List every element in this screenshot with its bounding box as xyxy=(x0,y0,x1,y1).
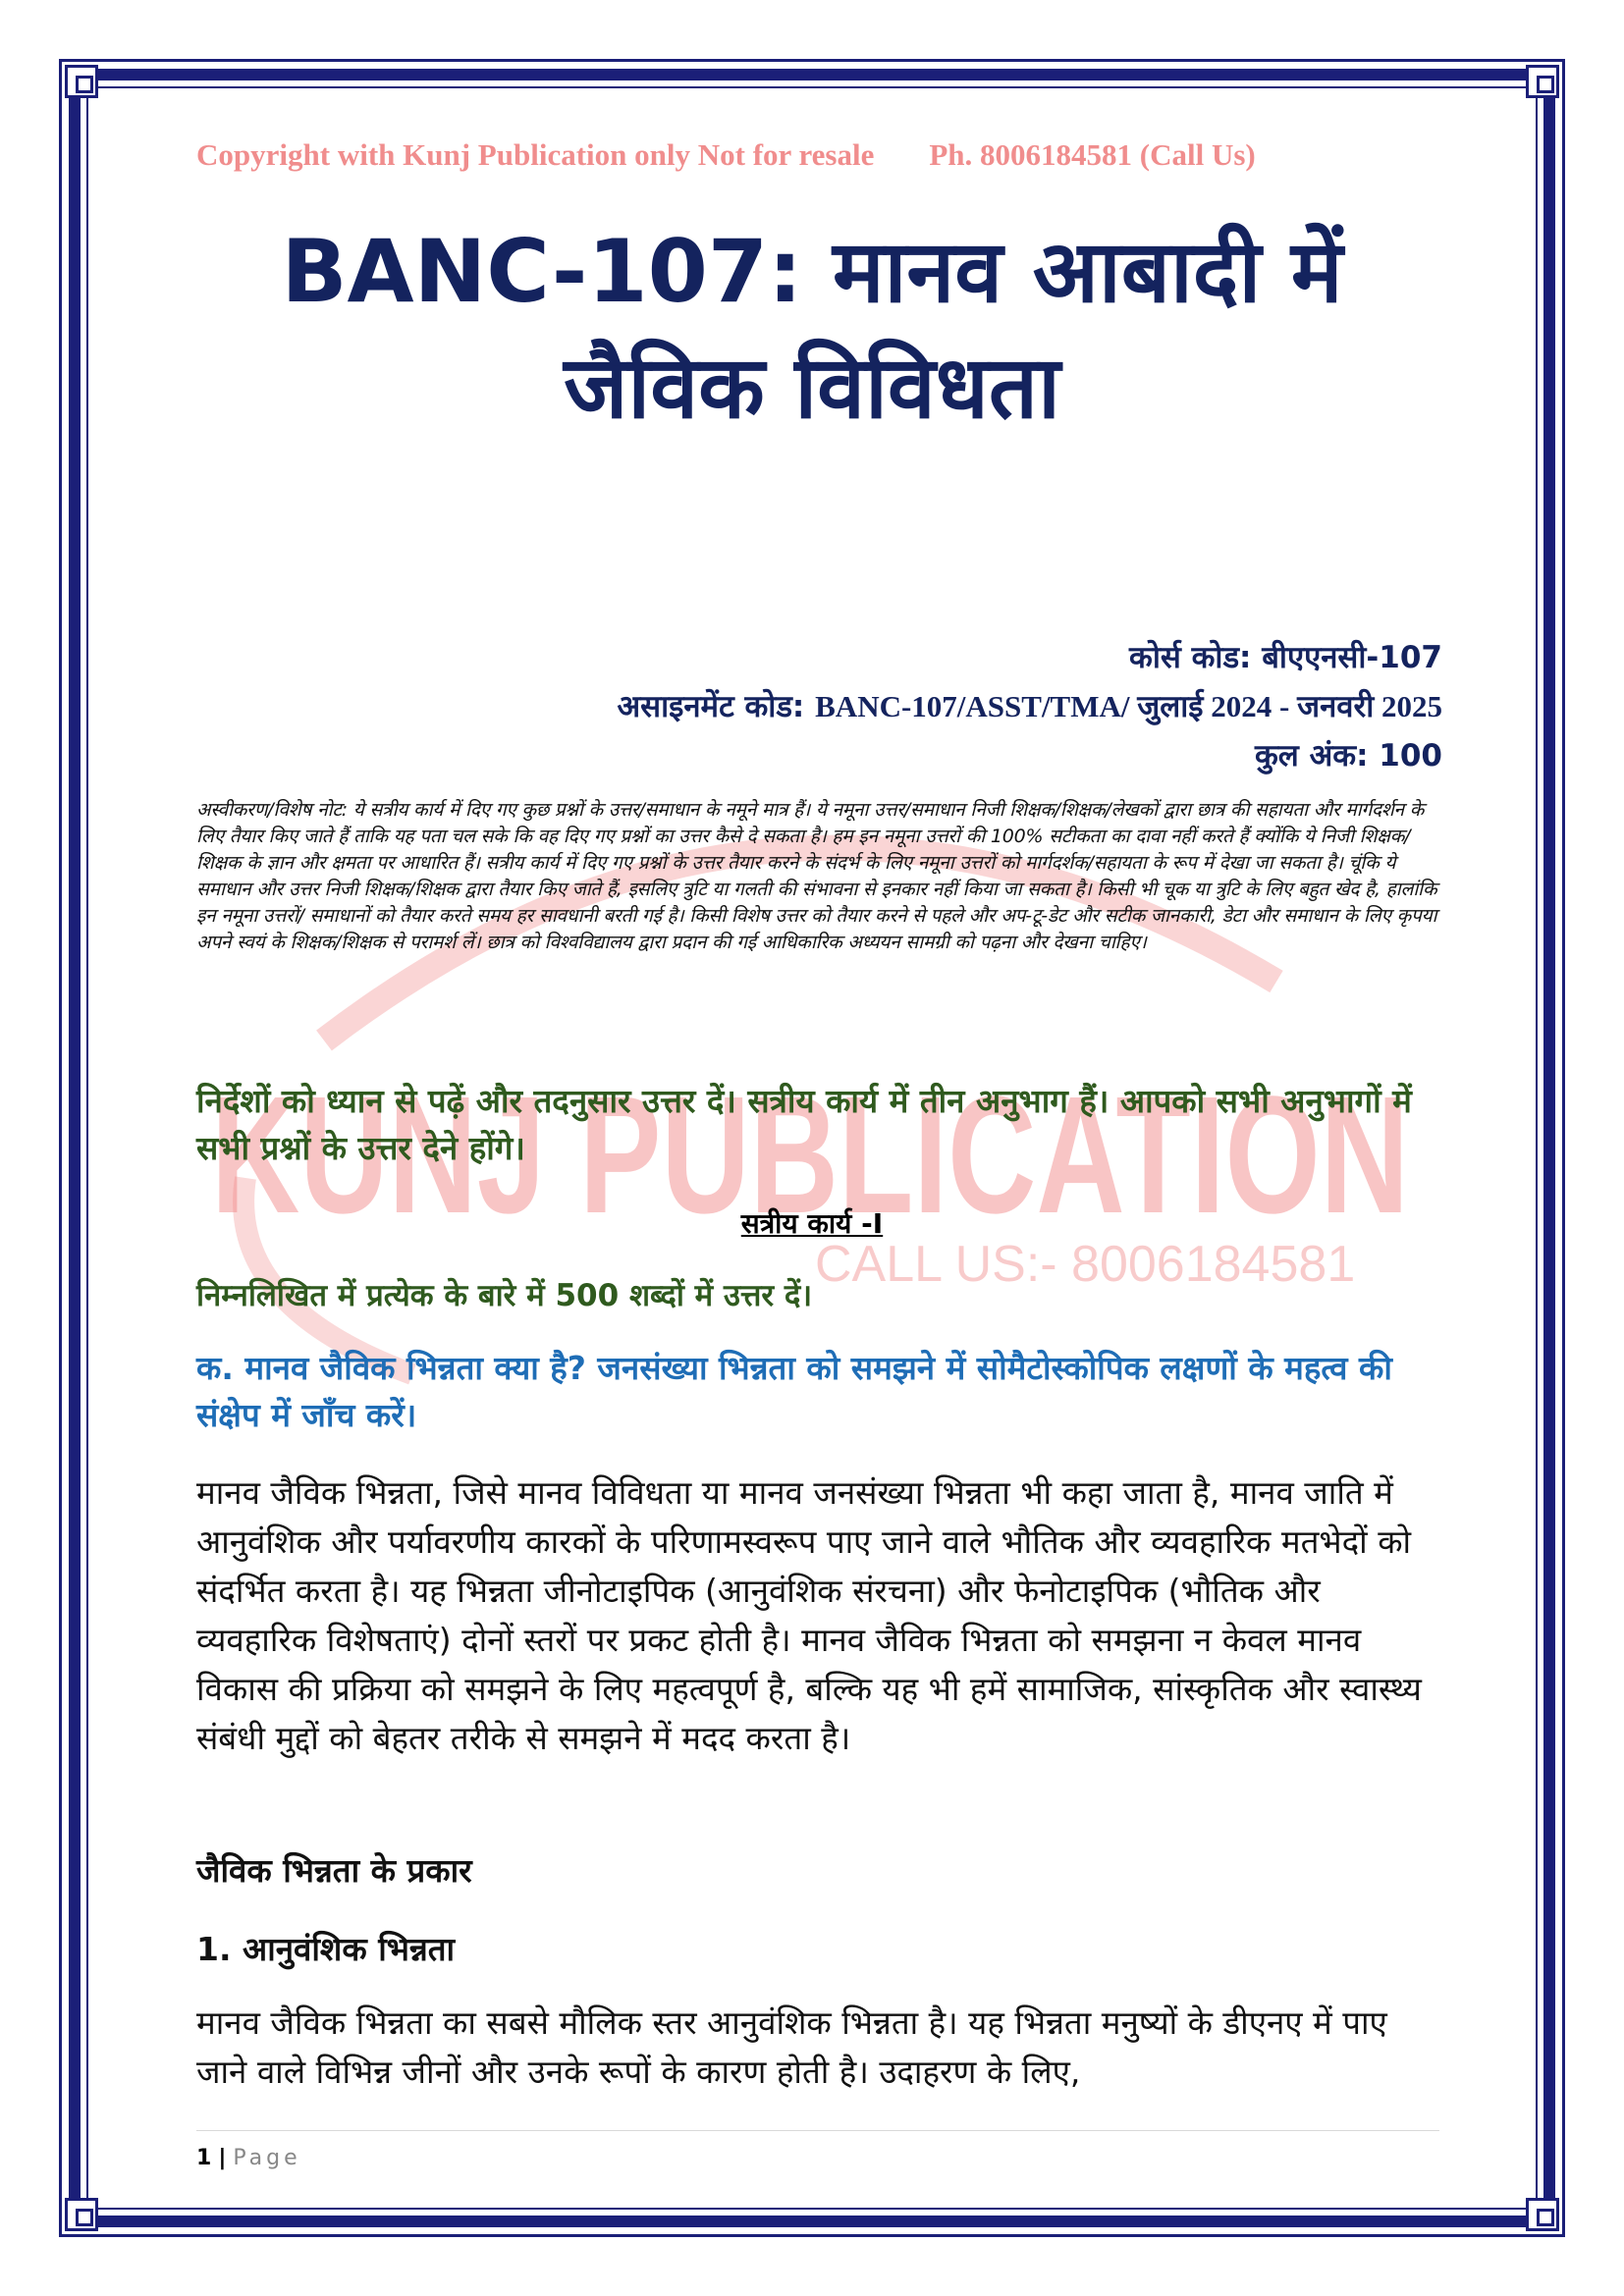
title-line-2: जैविक विविधता xyxy=(564,337,1060,438)
watermark-brand-text: KUNJ PUBLICATION xyxy=(211,1062,1409,1249)
footer-divider xyxy=(196,2130,1439,2131)
disclaimer-note: अस्वीकरण/विशेष नोट: ये सत्रीय कार्य में दिए गए कुछ प्रश्नों के उत्तर/समाधान के नमूने मात्र हैं। ये नमूना उत्तर/समाधान निजी शिक्षक/शिक्षक/लेखकों द्वारा छात्र की सहायता और मार्गदर्शन के लिए तैयार किए जाते हैं ताकि यह पता चल सके कि वह दिए गए प्रश्नों का उत्तर कैसे दे सकता है। हम इन नमूना उत्तरों की 100% सटीकता का दावा नहीं करते हैं क्योंकि ये निजी शिक्षक/शिक्षक के ज्ञान और क्षमता पर आधारित हैं। सत्रीय कार्य में दिए गए प्रश्नों के उत्तर तैयार करने के संदर्भ के लिए नमूना उत्तरों को मार्गदर्शक/सहायता के रूप में देखा जा सकता है। चूंकि ये समाधान और उत्तर निजी शिक्षक/शिक्षक द्वारा तैयार किए जाते हैं, इसलिए त्रुटि या गलती की संभावना से इनकार नहीं किया जा सकता है। किसी भी चूक या त्रुटि के लिए बहुत खेद है, हालांकि इन नमूना उत्तरों/ समाधानों को तैयार करते समय हर सावधानी बरती गई है। किसी विशेष उत्तर को तैयार करने से पहले और अप-टू-डेट और सटीक जानकारी, डेटा और समाधान के लिए कृपया अपने स्वयं के शिक्षक/शिक्षक से परामर्श लें। छात्र को विश्वविद्यालय द्वारा प्रदान की गई आधिकारिक अध्ययन सामग्री को पढ़ना और देखना चाहिए। xyxy=(196,799,1437,953)
page-separator: | xyxy=(218,2146,227,2170)
instructions: निर्देशों को ध्यान से पढ़ें और तदनुसार उत्तर दें। सत्रीय कार्य में तीन अनुभाग हैं। आपको सभी अनुभागों में सभी प्रश्नों के उत्तर देने होंगे। xyxy=(196,1082,1412,1167)
page-label: Page xyxy=(233,2146,301,2170)
document-title xyxy=(196,214,1428,446)
heading-genetic-variation: 1. आनुवंशिक भिन्नता xyxy=(196,1930,456,1968)
section-title: सत्रीय कार्य -I xyxy=(740,1207,884,1240)
page-footer xyxy=(196,2146,301,2170)
answer-paragraph: मानव जैविक भिन्नता का सबसे मौलिक स्तर आनुवंशिक भिन्नता है। यह भिन्नता मनुष्यों के डीएनए में पाए जाने वाले विभिन्न जीनों और उनके रूपों के कारण होती है। उदाहरण के लिए, xyxy=(196,2003,1387,2091)
question-a: क. मानव जैविक भिन्नता क्या है? जनसंख्या भिन्नता को समझने में सोमैटोस्कोपिक लक्षणों के महत्व की संक्षेप में जाँच करें। xyxy=(196,1349,1392,1434)
border-corner-ornament xyxy=(1526,65,1559,98)
border-corner-ornament xyxy=(1526,2198,1559,2231)
course-code: कोर्स कोड: बीएएनसी-107 xyxy=(1129,640,1442,675)
border-corner-ornament xyxy=(65,65,98,98)
page-number: 1 xyxy=(196,2146,212,2170)
heading-types: जैविक भिन्नता के प्रकार xyxy=(196,1851,472,1890)
border-corner-ornament xyxy=(65,2198,98,2231)
phone-text: Ph. 8006184581 (Call Us) xyxy=(929,137,1256,172)
watermark-call-text: CALL US:- 8006184581 xyxy=(815,1236,1356,1293)
copyright-text: Copyright with Kunj Publication only Not for resale xyxy=(196,137,875,172)
assignment-code-label: असाइनमेंट कोड: xyxy=(617,689,805,724)
copyright-header xyxy=(196,137,1434,173)
total-marks: कुल अंक: 100 xyxy=(1254,738,1442,774)
title-line-1: BANC-107: मानव आबादी में xyxy=(281,221,1343,322)
task-instruction: निम्नलिखित में प्रत्येक के बारे में 500 शब्दों में उत्तर दें। xyxy=(196,1278,813,1313)
answer-paragraph: मानव जैविक भिन्नता, जिसे मानव विविधता या मानव जनसंख्या भिन्नता भी कहा जाता है, मानव जाति में आनुवंशिक और पर्यावरणीय कारकों के परिणामस्वरूप पाए जाने वाले भौतिक और व्यवहारिक मतभेदों को संदर्भित करता है। यह भिन्नता जीनोटाइपिक (आनुवंशिक संरचना) और फेनोटाइपिक (भौतिक और व्यवहारिक विशेषताएं) दोनों स्तरों पर प्रकट होती है। मानव जैविक भिन्नता को समझना न केवल मानव विकास की प्रक्रिया को समझने के लिए महत्वपूर्ण है, बल्कि यह भी हमें सामाजिक, सांस्कृतिक और स्वास्थ्य संबंधी मुद्दों को बेहतर तरीके से समझने में मदद करता है। xyxy=(196,1473,1422,1757)
course-meta xyxy=(264,633,1442,780)
assignment-code-value: BANC-107/ASST/TMA/ जुलाई 2024 - जनवरी 2025 xyxy=(815,689,1442,723)
assignment-code xyxy=(264,682,1442,731)
